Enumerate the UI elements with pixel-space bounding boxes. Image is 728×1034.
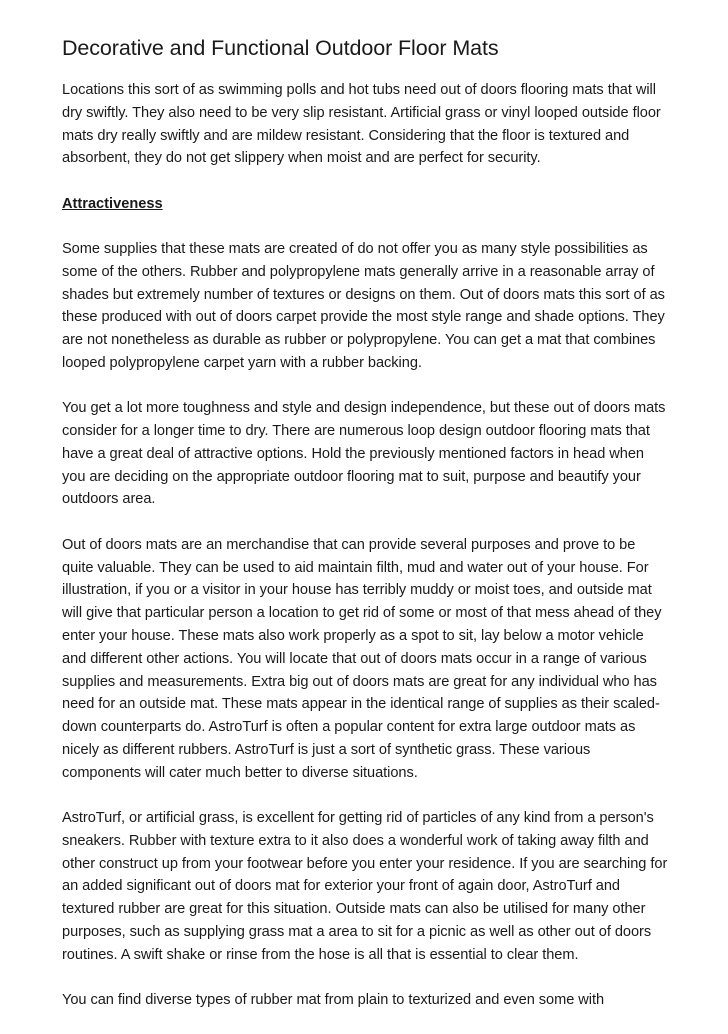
page-title: Decorative and Functional Outdoor Floor Mats <box>62 36 499 60</box>
intro-paragraph: Locations this sort of as swimming polls and hot tubs need out of doors flooring mats that will dry swiftly. They also need to be very slip resistant. Artificial grass or vinyl looped outside floor mats dry really swiftly and are mildew resistant. Considering that the floor is textured and absorbent, they do not get slippery when moist and are perfect for security. <box>62 82 661 167</box>
body-paragraph: You can find diverse types of rubber mat from plain to texturized and even some with <box>62 992 605 1009</box>
body-paragraph: AstroTurf, or artificial grass, is excellent for getting rid of particles of any kind from a person's sneakers. Rubber with texture extra to it also does a wonderful work of taking away filth and other construct up from your footwear before you enter your residence. If you are searching for an added significant out of doors mat for exterior your front of again door, AstroTurf and textured rubber are great for this situation. Outside mats can also be utilised for many other purposes, such as supplying grass mat a area to sit for a picnic as well as other out of doors routines. A swift shake or rinse from the hose is all that is essential to clear them. <box>62 810 668 963</box>
body-paragraph: You get a lot more toughness and style and design independence, but these out of doors mats consider for a longer time to dry. There are numerous loop design outdoor flooring mats that have a great deal of attractive options. Hold the previously mentioned factors in head when you are deciding on the appropriate outdoor flooring mat to suit, purpose and beautify your outdoors area. <box>62 400 666 508</box>
document-page <box>62 34 670 1034</box>
section-heading: Attractiveness <box>62 195 163 212</box>
body-paragraph: Some supplies that these mats are created of do not offer you as many style possibilities as some of the others. Rubber and polypropylene mats generally arrive in a reasonable array of shades but extremely number of textures or designs on them. Out of doors mats this sort of as these produced with out of doors carpet provide the most style range and shade options. They are not nonetheless as durable as rubber or polypropylene. You can get a mat that combines looped polypropylene carpet yarn with a rubber backing. <box>62 240 665 371</box>
body-paragraph: Out of doors mats are an merchandise that can provide several purposes and prove to be quite valuable. They can be used to aid maintain filth, mud and water out of your house. For illustration, if you or a visitor in your house has terribly muddy or moist toes, and outside mat will give that particular person a location to get rid of some or most of that mess ahead of they enter your house. These mats also work properly as a spot to sit, lay below a motor vehicle and different other actions. You will locate that out of doors mats occur in a range of various supplies and measurements. Extra big out of doors mats are great for any individual who has need for an outside mat. These mats appear in the identical range of supplies as their scaled-down counterparts do. AstroTurf is often a popular content for extra large outdoor mats as nicely as different rubbers. AstroTurf is just a sort of synthetic grass. These various components will cater much better to diverse situations. <box>62 536 662 781</box>
